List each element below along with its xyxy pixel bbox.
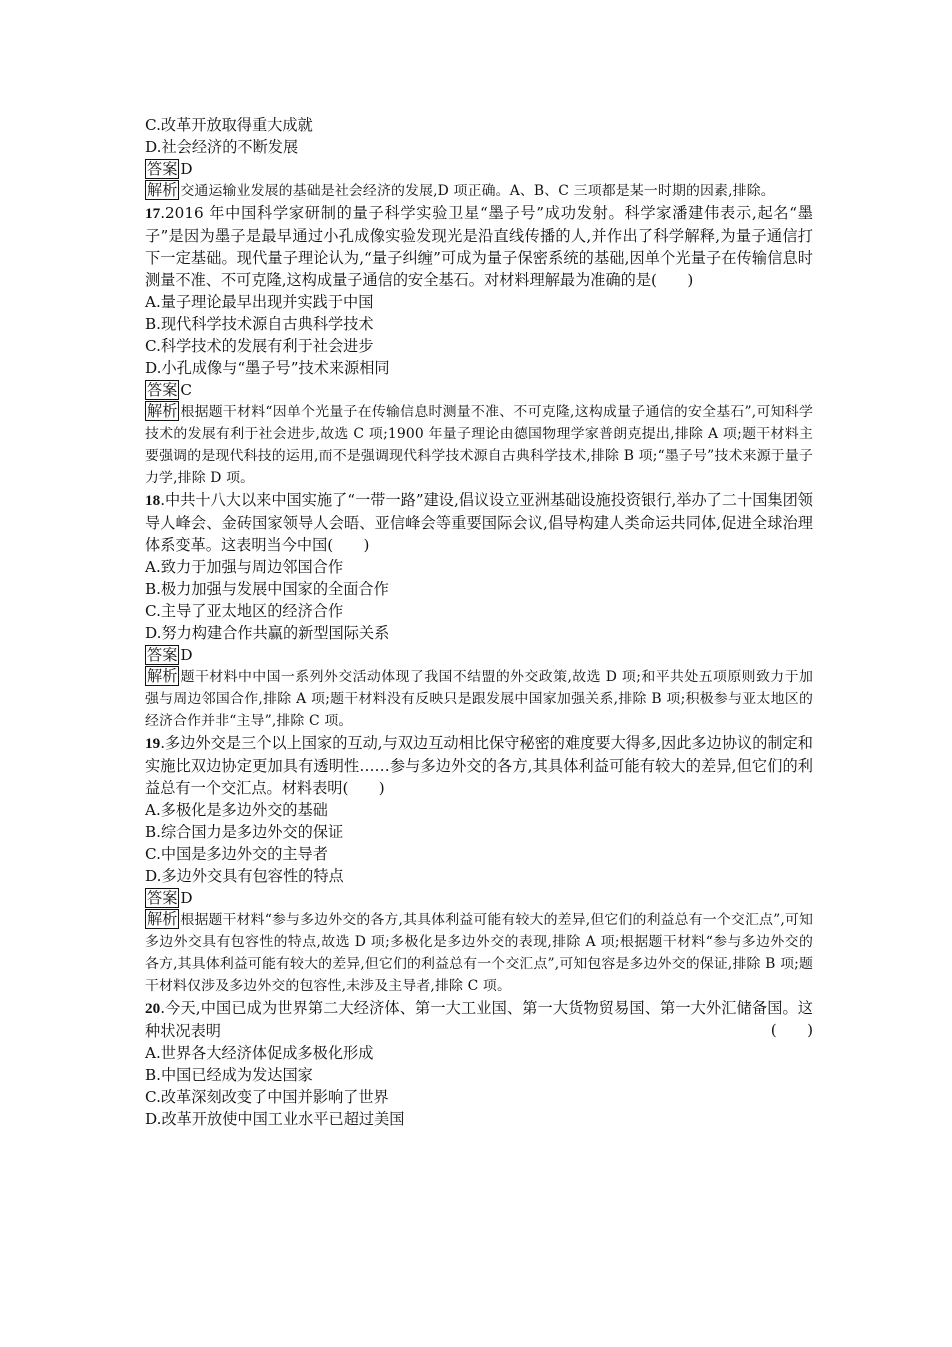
- option-c: C.中国是多边外交的主导者: [145, 845, 328, 863]
- question-20: [145, 997, 813, 1130]
- question-number: 17: [145, 205, 161, 222]
- question-17: [145, 202, 813, 489]
- option-a: A.量子理论最早出现并实践于中国: [145, 293, 374, 311]
- question-19: [145, 732, 813, 997]
- analysis-label: 解析: [147, 910, 178, 928]
- option-b: B.现代科学技术源自古典科学技术: [145, 315, 374, 333]
- option-c: C.改革深刻改变了中国并影响了世界: [145, 1088, 389, 1106]
- option-a: A.致力于加强与周边邻国合作: [145, 558, 344, 576]
- answer-blank: ( ): [770, 1021, 813, 1039]
- question-text: .多边外交是三个以上国家的互动,与双边互动相比保守秘密的难度要大得多,因此多边协议的制定和实施比双边协定更加具有透明性……参与多边外交的各方,其具体利益可能有较大的差异,但它们的利益总有一个交汇点。材料表明( ): [145, 734, 813, 797]
- analysis-label: 解析: [147, 402, 178, 420]
- option-c: D.社会经济的不断发展: [145, 138, 299, 156]
- answer-value: D: [180, 889, 193, 907]
- analysis-text: 题干材料中中国一系列外交活动体现了我国不结盟的外交政策,故选 D 项;和平共处五项原则致力于加强与周边邻国合作,排除 A 项;题干材料没有反映只是跟发展中国家加强关系,排除 B 项;积极参与亚太地区的经济合作并非“主导”,排除 C 项。: [145, 669, 813, 729]
- answer-label: 答案: [147, 160, 178, 178]
- question-number: 19: [145, 735, 161, 752]
- question-16: [145, 114, 813, 202]
- question-stem: [145, 202, 813, 291]
- analysis-text: 根据题干材料“参与多边外交的各方,其具体利益可能有较大的差异,但它们的利益总有一个交汇点”,可知多边外交具有包容性的特点,故选 D 项;多极化是多边外交的表现,排除 A 项;根据题干材料“参与多边外交的各方,其具体利益可能有较大的差异,但它们的利益总有一个交汇点”,可知包容是多边外交的保证,排除 B 项;题干材料仅涉及多边外交的包容性,未涉及主导者,排除 C 项。: [145, 912, 813, 994]
- analysis-text: 根据题干材料“因单个光量子在传输信息时测量不准、不可克隆,这构成量子通信的安全基石”,可知科学技术的发展有利于社会进步,故选 C 项;1900 年量子理论由德国物理学家普朗克提出,排除 A 项;题干材料主要强调的是现代科技的运用,而不是强调现代科学技术源自古典科学技术,排除 B 项;“墨子号”技术来源于量子力学,排除 D 项。: [145, 404, 813, 486]
- answer-label: 答案: [147, 889, 178, 907]
- option-b: C.改革开放取得重大成就: [145, 116, 313, 134]
- option-d: D.小孔成像与“墨子号”技术来源相同: [145, 359, 390, 377]
- analysis-label: 解析: [147, 181, 178, 199]
- option-c: C.主导了亚太地区的经济合作: [145, 602, 344, 620]
- analysis-row: [145, 666, 813, 732]
- answer-value: D: [180, 160, 193, 178]
- document-page: [145, 114, 813, 1130]
- question-number: 20: [145, 1000, 161, 1017]
- option-c: C.科学技术的发展有利于社会进步: [145, 337, 374, 355]
- option-b: B.极力加强与发展中国家的全面合作: [145, 580, 389, 598]
- answer-row: [145, 887, 813, 909]
- option-d: D.多边外交具有包容性的特点: [145, 867, 344, 885]
- analysis-row: [145, 180, 813, 202]
- option-d: D.改革开放使中国工业水平已超过美国: [145, 1110, 405, 1128]
- analysis-row: [145, 909, 813, 997]
- answer-label: 答案: [147, 646, 178, 664]
- option-d: D.努力构建合作共赢的新型国际关系: [145, 624, 390, 642]
- question-text: .2016 年中国科学家研制的量子科学实验卫星“墨子号”成功发射。科学家潘建伟表示,起名“墨子”是因为墨子是最早通过小孔成像实验发现光是沿直线传播的人,并作出了科学解释,为量子通信打下一定基础。现代量子理论认为,“量子纠缠”可成为量子保密系统的基础,因单个光量子在传输信息时测量不准、不可克隆,这构成量子通信的安全基石。对材料理解最为准确的是( ): [145, 204, 813, 289]
- option-a: A.世界各大经济体促成多极化形成: [145, 1044, 374, 1062]
- answer-value: D: [180, 646, 193, 664]
- answer-value: C: [180, 381, 192, 399]
- question-text: .中共十八大以来中国实施了“一带一路”建设,倡议设立亚洲基础设施投资银行,举办了二十国集团领导人峰会、金砖国家领导人会晤、亚信峰会等重要国际会议,倡导构建人类命运共同体,促进全球治理体系变革。这表明当今中国( ): [145, 491, 813, 554]
- answer-row: [145, 158, 813, 180]
- question-number: 18: [145, 492, 161, 509]
- answer-row: [145, 644, 813, 666]
- question-stem: [145, 732, 813, 799]
- option-b: B.综合国力是多边外交的保证: [145, 823, 344, 841]
- option-b: B.中国已经成为发达国家: [145, 1066, 313, 1084]
- option-a: A.多极化是多边外交的基础: [145, 801, 328, 819]
- question-text: .今天,中国已成为世界第二大经济体、第一大工业国、第一大货物贸易国、第一大外汇储备国。这种状况表明: [145, 999, 813, 1040]
- question-stem: [145, 997, 813, 1042]
- analysis-label: 解析: [147, 667, 178, 685]
- answer-row: [145, 379, 813, 401]
- analysis-text: 交通运输业发展的基础是社会经济的发展,D 项正确。A、B、C 三项都是某一时期的因素,排除。: [180, 183, 775, 199]
- answer-label: 答案: [147, 381, 178, 399]
- analysis-row: [145, 401, 813, 489]
- question-stem: [145, 489, 813, 556]
- question-18: [145, 489, 813, 732]
